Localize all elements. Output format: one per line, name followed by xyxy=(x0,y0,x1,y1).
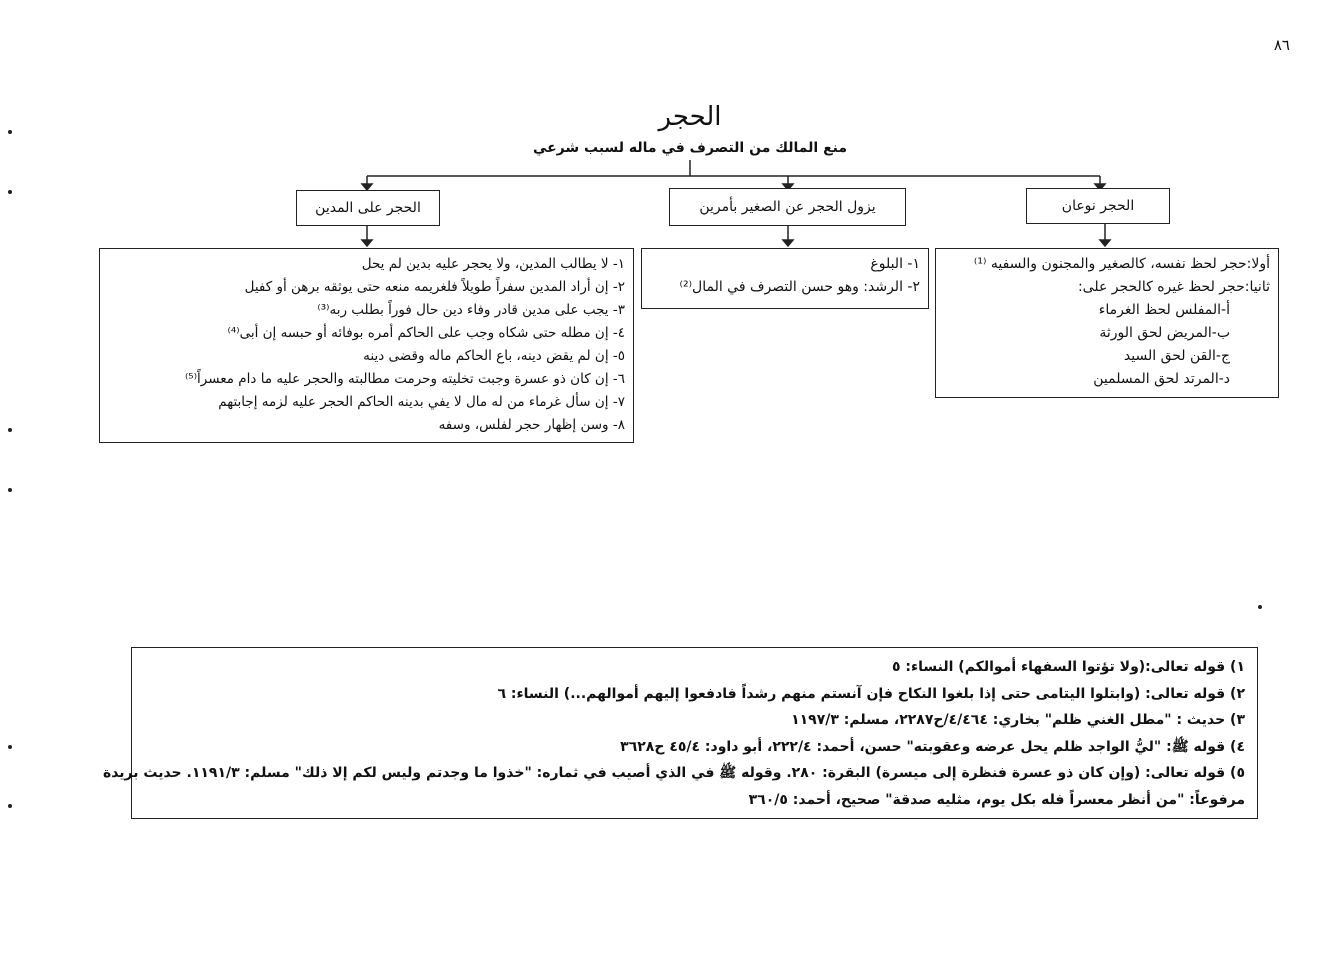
list-item: ١- البلوغ xyxy=(870,256,920,272)
debtor-list-box xyxy=(99,248,634,443)
list-item: أ-المفلس لحظ الغرماء xyxy=(1098,302,1230,318)
scan-speck xyxy=(8,745,12,749)
scan-speck xyxy=(1258,605,1262,609)
types-list-box xyxy=(935,248,1279,398)
scan-speck xyxy=(8,428,12,432)
types-header-box xyxy=(1026,188,1170,224)
scan-speck xyxy=(8,804,12,808)
footnote: ٥) قوله تعالى: (وإن كان ذو عسرة فنظرة إلى ميسرة) البقرة: ٢٨٠. وقوله ﷺ في الذي أصيب في ثماره: "خذوا ما وجدتم وليس لكم إلا ذلك" مسلم: ١١٩١/٣. حديث بريدة xyxy=(102,765,1245,781)
diagram-title: الحجر xyxy=(658,102,722,132)
footnote: ٢) قوله تعالى: (وابتلوا اليتامى حتى إذا بلغوا النكاح فإن آنستم منهم رشداً فادفعوا إليهم أموالهم...) النساء: ٦ xyxy=(497,685,1245,702)
list-item: د-المرتد لحق المسلمين xyxy=(1093,371,1230,387)
definition-text: منع المالك من التصرف في ماله لسبب شرعي xyxy=(532,140,848,156)
list-item: ٦- إن كان ذو عسرة وجبت تخليته وحرمت مطالبته والحجر عليه ما دام معسراً⁽⁵⁾ xyxy=(184,371,625,387)
scan-speck xyxy=(8,190,12,194)
list-item: ٤- إن مطله حتى شكاه وجب على الحاكم أمره بوفائه أو حبسه إن أبى⁽⁴⁾ xyxy=(227,325,625,341)
scan-speck xyxy=(8,488,12,492)
footnotes-box xyxy=(102,647,1258,819)
list-item: ثانيا:حجر لحظ غيره كالحجر على: xyxy=(1077,279,1270,295)
scan-speck xyxy=(8,130,12,134)
list-item: ٣- يجب على مدين قادر وفاء دين حال فوراً بطلب ربه⁽³⁾ xyxy=(317,302,625,318)
list-item: ٧- إن سأل غرماء من له مال لا يفي بدينه الحاكم الحجر عليه لزمه إجابتهم xyxy=(218,394,625,410)
list-item: ١- لا يطالب المدين، ولا يحجر عليه بدين لم يحل xyxy=(361,256,625,272)
page-number: ٨٦ xyxy=(1273,36,1290,54)
minor-header-label: يزول الحجر عن الصغير بأمرين xyxy=(699,199,876,215)
list-item: أولا:حجر لحظ نفسه، كالصغير والمجنون والسفيه ⁽¹⁾ xyxy=(973,256,1270,272)
list-item: ٨- وسن إظهار حجر لفلس، وسفه xyxy=(438,417,625,433)
minor-list-box xyxy=(641,248,929,309)
list-item: ٢- إن أراد المدين سفراً طويلاً فلغريمه منعه حتى يوثقه برهن أو كفيل xyxy=(244,279,625,295)
footnote: ١) قوله تعالى:(ولا تؤتوا السفهاء أموالكم) النساء: ٥ xyxy=(891,659,1245,675)
footnote: ٣) حديث : "مطل الغني ظلم" بخاري: ٤/٤٦٤/ح٢٢٨٧، مسلم: ١١٩٧/٣ xyxy=(791,712,1245,728)
debtor-header-box xyxy=(296,190,440,226)
list-item: ج-القن لحق السيد xyxy=(1123,348,1230,364)
debtor-header-label: الحجر على المدين xyxy=(315,200,421,216)
footnote: ٤) قوله ﷺ: "ليُّ الواجد ظلم يحل عرضه وعقوبته" حسن، أحمد: ٢٢٢/٤، أبو داود: ٤٥/٤ ح٣٦٢٨ xyxy=(620,738,1245,755)
footnote: مرفوعاً: "من أنظر معسراً فله بكل يوم، مثليه صدقة" صحيح، أحمد: ٣٦٠/٥ xyxy=(748,791,1245,808)
types-header-label: الحجر نوعان xyxy=(1061,198,1135,214)
list-item: ب-المريض لحق الورثة xyxy=(1099,325,1230,341)
minor-header-box xyxy=(669,188,906,226)
list-item: ٢- الرشد: وهو حسن التصرف في المال⁽²⁾ xyxy=(679,279,920,295)
list-item: ٥- إن لم يقض دينه، باع الحاكم ماله وقضى دينه xyxy=(363,348,625,364)
